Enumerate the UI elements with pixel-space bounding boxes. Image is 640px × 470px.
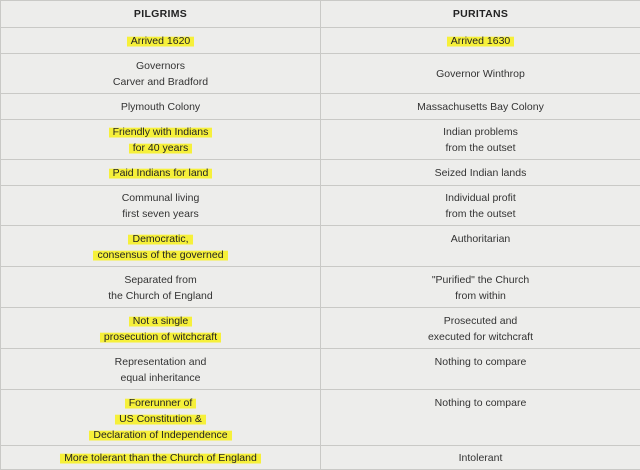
pilgrims-cell-line <box>7 231 314 247</box>
pilgrims-cell <box>1 186 321 226</box>
puritans-text: Seized Indian lands <box>435 167 527 179</box>
pilgrims-cell-line <box>7 33 314 49</box>
puritans-cell <box>321 186 640 226</box>
pilgrims-text: Declaration of Independence <box>89 429 231 441</box>
puritans-cell <box>321 446 640 470</box>
puritans-text: Nothing to compare <box>435 356 527 368</box>
pilgrims-text: for 40 years <box>129 142 192 154</box>
puritans-text: Governor Winthrop <box>436 68 525 80</box>
puritans-cell-line <box>327 124 634 140</box>
pilgrims-cell <box>1 28 321 54</box>
pilgrims-text: first seven years <box>122 208 198 220</box>
pilgrims-text: Friendly with Indians <box>109 126 213 138</box>
pilgrims-text: Governors <box>136 60 185 72</box>
pilgrims-cell <box>1 390 321 446</box>
pilgrims-text: Separated from <box>124 274 196 286</box>
pilgrims-cell-line <box>7 313 314 329</box>
pilgrims-text: Arrived 1620 <box>127 35 195 47</box>
pilgrims-cell-line <box>7 411 314 427</box>
pilgrims-text: Carver and Bradford <box>113 76 208 88</box>
header-puritans: PURITANS <box>321 1 640 28</box>
pilgrims-cell <box>1 267 321 308</box>
puritans-cell <box>321 160 640 186</box>
puritans-text: Authoritarian <box>451 233 511 245</box>
pilgrims-cell-line <box>7 329 314 345</box>
puritans-text: Intolerant <box>459 452 503 464</box>
header-pilgrims: PILGRIMS <box>1 1 321 28</box>
puritans-text: from the outset <box>445 142 515 154</box>
pilgrims-cell-line <box>7 427 314 443</box>
puritans-cell <box>321 54 640 94</box>
puritans-cell <box>321 120 640 160</box>
puritans-cell <box>321 308 640 349</box>
puritans-cell-line <box>327 140 634 156</box>
pilgrims-cell-line <box>7 124 314 140</box>
puritans-text: Individual profit <box>445 192 516 204</box>
table-body <box>1 28 640 470</box>
puritans-cell-line <box>327 313 634 329</box>
puritans-cell-line <box>327 33 634 49</box>
puritans-text: executed for witchcraft <box>428 331 533 343</box>
pilgrims-text: Communal living <box>122 192 200 204</box>
puritans-cell <box>321 267 640 308</box>
puritans-cell-line <box>327 288 634 304</box>
pilgrims-cell <box>1 308 321 349</box>
pilgrims-text: Not a single <box>129 315 192 327</box>
pilgrims-cell <box>1 226 321 267</box>
puritans-cell-line <box>327 165 634 181</box>
puritans-text: from the outset <box>445 208 515 220</box>
pilgrims-cell <box>1 54 321 94</box>
puritans-text: Prosecuted and <box>444 315 518 327</box>
pilgrims-cell-line <box>7 395 314 411</box>
table-row <box>1 349 640 390</box>
puritans-cell-line <box>327 190 634 206</box>
puritans-cell-line <box>327 354 634 370</box>
puritans-text: from within <box>455 290 506 302</box>
puritans-cell-line <box>327 272 634 288</box>
pilgrims-cell-line <box>7 165 314 181</box>
pilgrims-cell-line <box>7 272 314 288</box>
pilgrims-cell-line <box>7 58 314 74</box>
pilgrims-text: Forerunner of <box>125 397 197 409</box>
pilgrims-cell-line <box>7 190 314 206</box>
pilgrims-cell-line <box>7 354 314 370</box>
table-row <box>1 390 640 446</box>
pilgrims-text: US Constitution & <box>115 413 206 425</box>
puritans-text: Indian problems <box>443 126 518 138</box>
table-row <box>1 226 640 267</box>
pilgrims-text: prosecution of witchcraft <box>100 331 221 343</box>
pilgrims-text: equal inheritance <box>121 372 201 384</box>
pilgrims-text: Paid Indians for land <box>109 167 213 179</box>
puritans-cell <box>321 226 640 267</box>
puritans-cell-line <box>327 395 634 411</box>
puritans-cell <box>321 390 640 446</box>
puritans-cell <box>321 349 640 390</box>
table-row <box>1 186 640 226</box>
table-row <box>1 54 640 94</box>
pilgrims-cell-line <box>7 206 314 222</box>
puritans-cell-line <box>327 206 634 222</box>
puritans-cell <box>321 94 640 120</box>
pilgrims-cell <box>1 94 321 120</box>
puritans-text: Massachusetts Bay Colony <box>417 101 544 113</box>
puritans-text: Nothing to compare <box>435 397 527 409</box>
table-row <box>1 446 640 470</box>
puritans-cell-line <box>327 450 634 466</box>
table-row <box>1 28 640 54</box>
pilgrims-cell-line <box>7 288 314 304</box>
pilgrims-cell <box>1 160 321 186</box>
pilgrims-cell <box>1 120 321 160</box>
pilgrims-text: More tolerant than the Church of England <box>60 452 261 464</box>
table-row <box>1 308 640 349</box>
table-row <box>1 267 640 308</box>
table-row <box>1 94 640 120</box>
pilgrims-text: the Church of England <box>108 290 213 302</box>
puritans-cell-line <box>327 66 634 82</box>
header-row <box>1 1 640 28</box>
pilgrims-cell-line <box>7 450 314 466</box>
pilgrims-cell-line <box>7 370 314 386</box>
table-row <box>1 120 640 160</box>
puritans-cell <box>321 28 640 54</box>
pilgrims-text: consensus of the governed <box>93 249 227 261</box>
pilgrims-cell-line <box>7 247 314 263</box>
puritans-cell-line <box>327 329 634 345</box>
puritans-cell-line <box>327 99 634 115</box>
table-row <box>1 160 640 186</box>
pilgrims-text: Plymouth Colony <box>121 101 200 113</box>
pilgrims-cell-line <box>7 74 314 90</box>
pilgrims-text: Democratic, <box>128 233 192 245</box>
pilgrims-cell-line <box>7 140 314 156</box>
pilgrims-cell <box>1 349 321 390</box>
pilgrims-cell-line <box>7 99 314 115</box>
pilgrims-text: Representation and <box>115 356 207 368</box>
puritans-cell-line <box>327 231 634 247</box>
pilgrims-cell <box>1 446 321 470</box>
puritans-text: Arrived 1630 <box>447 35 515 47</box>
puritans-text: "Purified" the Church <box>432 274 529 286</box>
